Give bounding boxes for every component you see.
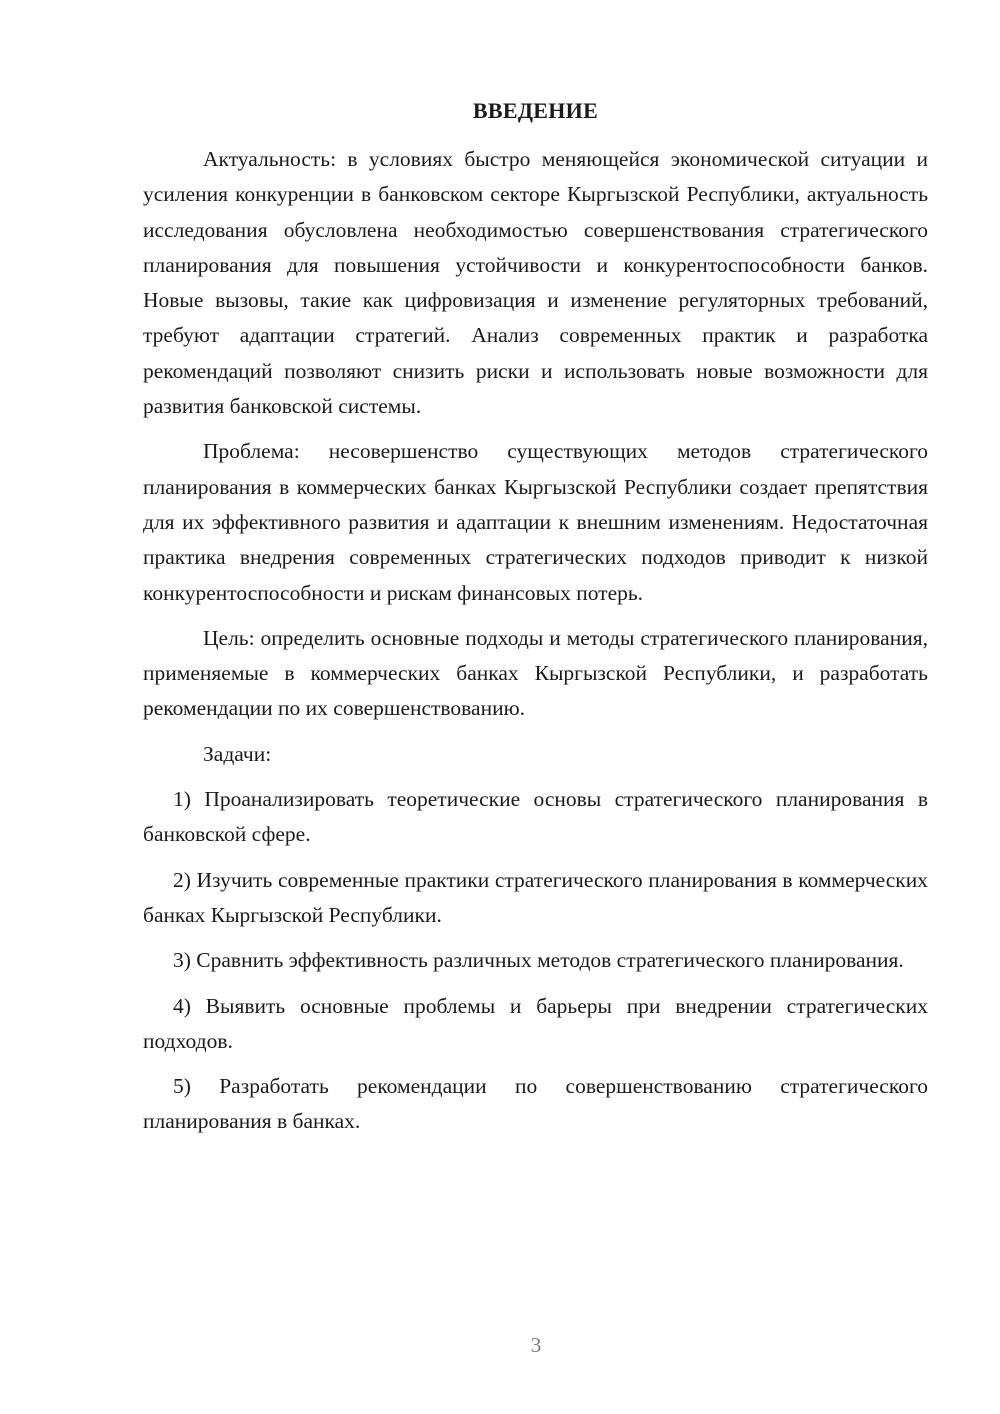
task-item: 5) Разработать рекомендации по совершенствованию стратегического планирования в банках.: [143, 1074, 928, 1134]
task-item: 3) Сравнить эффективность различных методов стратегического планирования.: [173, 948, 904, 973]
section-title: ВВЕДЕНИЕ: [472, 98, 599, 123]
task-item: 1) Проанализировать теоретические основы стратегического планирования в банковской сфере.: [143, 787, 928, 847]
task-item: 4) Выявить основные проблемы и барьеры при внедрении стратегических подходов.: [143, 993, 928, 1053]
page-number: 3: [530, 1333, 542, 1357]
body-text: [143, 142, 928, 1140]
paragraph-problem: Проблема: несовершенство существующих методов стратегического планирования в коммерческих банках Кыргызской Республики создает препятствия для их эффективного развития и адаптации к внешним изменениям. Недостаточная практика внедрения современных стратегических подходов приводит к низкой конкурентоспособности и рискам финансовых потерь.: [143, 439, 928, 605]
tasks-heading: Задачи:: [203, 741, 272, 766]
paragraph-goal: Цель: определить основные подходы и методы стратегического планирования, применяемые в коммерческих банках Кыргызской Республики, и разработать рекомендации по их совершенствованию.: [143, 625, 928, 721]
paragraph-relevance: Актуальность: в условиях быстро меняющейся экономической ситуации и усиления конкуренции в банковском секторе Кыргызской Республики, актуальность исследования обусловлена необходимостью совершенствования стратегического планирования для повышения устойчивости и конкурентоспособности банков. Новые вызовы, такие как цифровизация и изменение регуляторных требований, требуют адаптации стратегий. Анализ современных практик и разработка рекомендаций позволяют снизить риски и использовать новые возможности для развития банковской системы.: [143, 147, 928, 419]
task-item: 2) Изучить современные практики стратегического планирования в коммерческих банках Кыргызской Республики.: [143, 867, 928, 927]
